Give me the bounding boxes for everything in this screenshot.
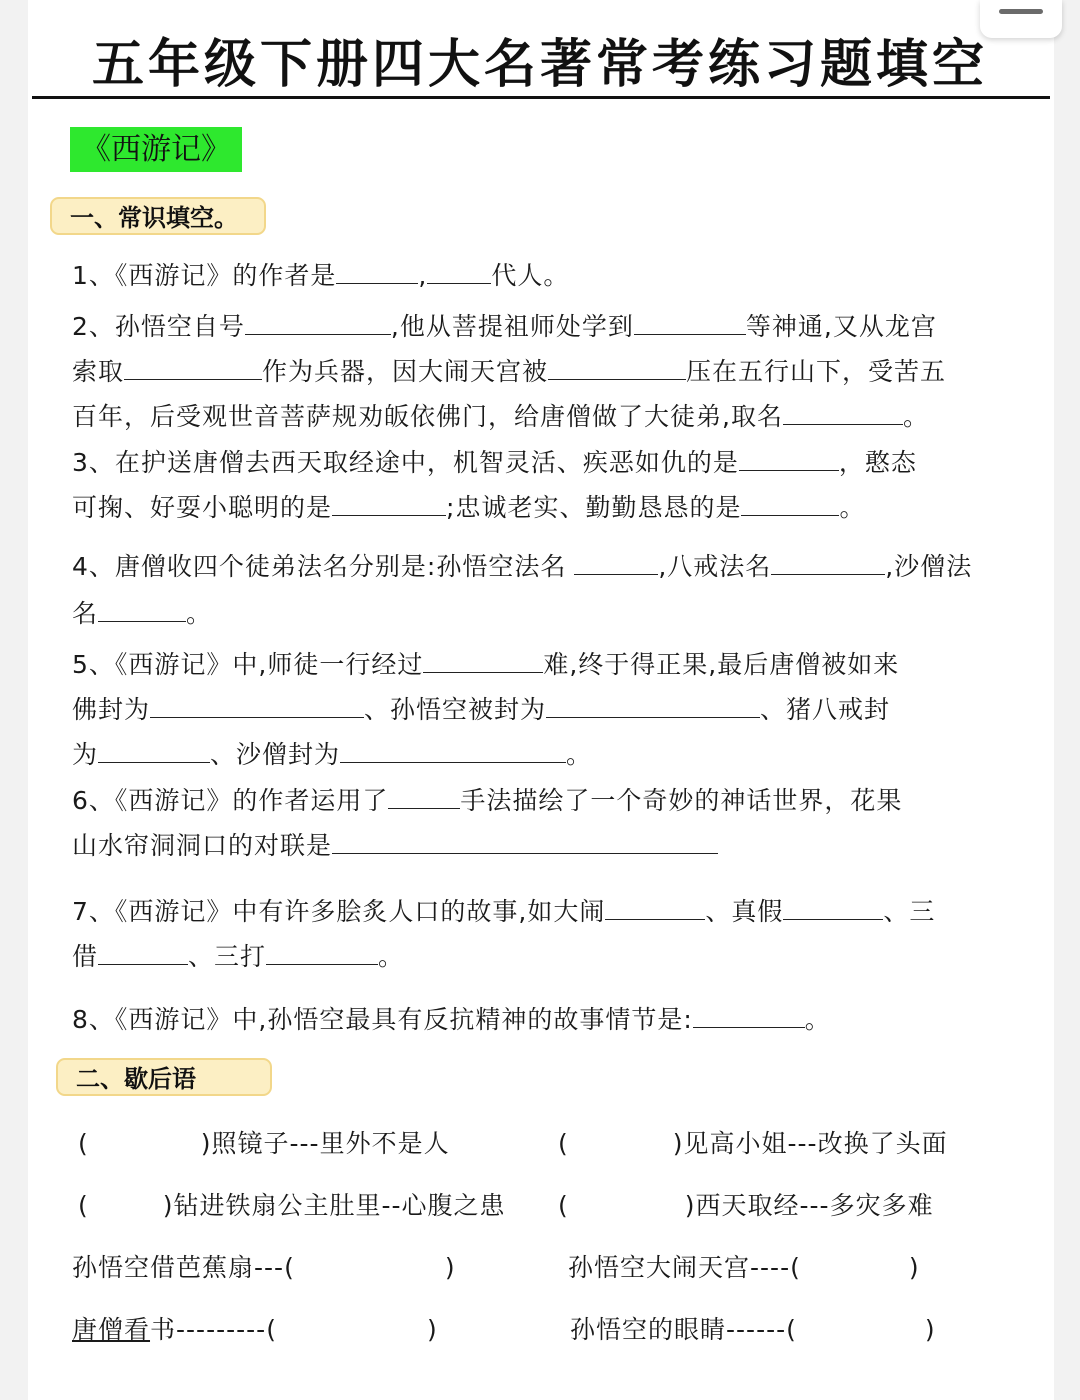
- question-8: 8、《西游记》中,孙悟空最具有反抗精神的故事情节是: 。: [72, 1005, 831, 1034]
- section-heading-common-knowledge: 一、常识填空。: [50, 197, 266, 235]
- answer-blank[interactable]: [332, 493, 446, 516]
- question-5-line-3: 为 、沙僧封为 。: [72, 740, 593, 769]
- question-5-line-2: 佛封为 、孙悟空被封为 、猪八戒封: [72, 695, 891, 724]
- answer-blank[interactable]: [548, 357, 686, 380]
- xiehouyu-item: 孙悟空借芭蕉扇---( ): [72, 1253, 456, 1282]
- question-4-line-1: 4、唐僧收四个徒弟法名分别是:孙悟空法名 ,八戒法名 ,沙僧法: [72, 552, 973, 581]
- answer-blank[interactable]: [266, 942, 378, 965]
- book-tag: 《西游记》: [70, 127, 242, 172]
- answer-blank[interactable]: [336, 261, 418, 284]
- question-6-line-1: 6、《西游记》的作者运用了 手法描绘了一个奇妙的神话世界，花果: [72, 786, 903, 815]
- page-title: 五年级下册四大名著常考练习题填空: [91, 34, 988, 95]
- answer-blank[interactable]: [634, 312, 746, 335]
- answer-blank[interactable]: [340, 740, 566, 763]
- xiehouyu-item: ( )照镜子---里外不是人: [78, 1129, 450, 1158]
- answer-blank[interactable]: [605, 897, 705, 920]
- answer-blank[interactable]: [245, 312, 391, 335]
- question-2-line-1: 2、孙悟空自号 ,他从菩提祖师处学到 等神通,又从龙宫: [72, 312, 937, 341]
- question-3-line-2: 可掬、好耍小聪明的是 ;忠诚老实、勤勤恳恳的是 。: [72, 493, 866, 522]
- answer-blank[interactable]: [546, 695, 760, 718]
- answer-blank[interactable]: [98, 942, 188, 965]
- xiehouyu-item: 唐僧看书---------( ): [72, 1315, 438, 1344]
- answer-blank[interactable]: [574, 552, 658, 575]
- question-7-line-1: 7、《西游记》中有许多脍炙人口的故事,如大闹 、真假 、三: [72, 897, 936, 926]
- answer-blank[interactable]: [739, 448, 839, 471]
- answer-blank[interactable]: [427, 261, 491, 284]
- answer-blank[interactable]: [124, 357, 262, 380]
- answer-blank[interactable]: [783, 402, 903, 425]
- answer-blank[interactable]: [150, 695, 364, 718]
- answer-blank[interactable]: [783, 897, 883, 920]
- question-6-line-2: 山水帘洞洞口的对联是: [72, 826, 718, 862]
- title-divider: [32, 96, 1050, 99]
- question-7-line-2: 借 、三打 。: [72, 942, 405, 971]
- answer-blank[interactable]: [98, 740, 210, 763]
- section-heading-xiehouyu: 二、歇后语: [56, 1058, 272, 1096]
- question-4-line-2: 名 。: [72, 599, 213, 628]
- answer-blank[interactable]: [693, 1005, 805, 1028]
- question-2-line-2: 索取 作为兵器，因大闹天宫被 压在五行山下，受苦五: [72, 357, 947, 386]
- question-1: 1、《西游记》的作者是 , 代人。: [72, 261, 570, 290]
- xiehouyu-item: ( )钻进铁扇公主肚里--心腹之患: [78, 1191, 506, 1220]
- question-5-line-1: 5、《西游记》中,师徒一行经过 难,终于得正果,最后唐僧被如来: [72, 650, 900, 679]
- answer-blank[interactable]: [388, 786, 460, 809]
- answer-blank[interactable]: [423, 650, 543, 673]
- question-3-line-1: 3、在护送唐僧去西天取经途中，机智灵活、疾恶如仇的是 ，憨态: [72, 448, 917, 477]
- xiehouyu-item: ( )西天取经---多灾多难: [558, 1191, 934, 1220]
- xiehouyu-item: ( )见高小姐---改换了头面: [558, 1129, 948, 1158]
- answer-blank[interactable]: [741, 493, 839, 516]
- xiehouyu-item: 孙悟空大闹天宫----( ): [568, 1253, 920, 1282]
- answer-blank[interactable]: [332, 831, 718, 854]
- drag-handle-bar: [999, 9, 1043, 14]
- xiehouyu-item: 孙悟空的眼睛------( ): [570, 1315, 936, 1344]
- answer-blank[interactable]: [771, 552, 885, 575]
- answer-blank[interactable]: [98, 599, 186, 622]
- question-2-line-3: 百年，后受观世音菩萨规劝皈依佛门，给唐僧做了大徒弟,取名 。: [72, 402, 929, 431]
